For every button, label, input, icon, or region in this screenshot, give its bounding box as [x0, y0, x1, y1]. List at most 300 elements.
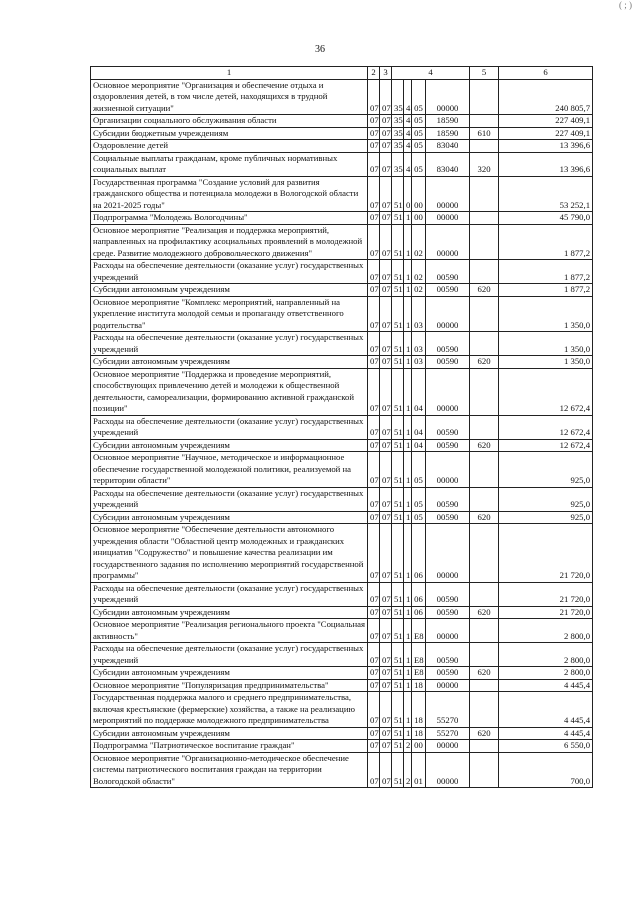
subprogram-code: 1 — [404, 727, 412, 740]
measure-code: E8 — [412, 667, 426, 680]
expense-type-code — [470, 524, 499, 583]
program-code: 51 — [392, 752, 404, 788]
subsection-code: 07 — [380, 332, 392, 356]
section-code: 07 — [368, 284, 380, 297]
row-name: Субсидии автономным учреждениям — [91, 727, 368, 740]
program-code: 51 — [392, 679, 404, 692]
program-code: 51 — [392, 692, 404, 728]
amount: 12 672,4 — [499, 368, 593, 415]
expense-type-code: 620 — [470, 356, 499, 369]
program-code: 51 — [392, 487, 404, 511]
row-name: Субсидии автономным учреждениям — [91, 284, 368, 297]
section-code: 07 — [368, 439, 380, 452]
direction-code: 00590 — [426, 511, 470, 524]
subsection-code: 07 — [380, 511, 392, 524]
direction-code: 55270 — [426, 692, 470, 728]
amount: 227 409,1 — [499, 127, 593, 140]
program-code: 51 — [392, 260, 404, 284]
table-row — [91, 79, 593, 115]
direction-code: 00590 — [426, 356, 470, 369]
section-code: 07 — [368, 260, 380, 284]
measure-code: 06 — [412, 606, 426, 619]
expense-type-code — [470, 582, 499, 606]
row-name: Субсидии автономным учреждениям — [91, 667, 368, 680]
measure-code: 02 — [412, 224, 426, 260]
measure-code: 05 — [412, 79, 426, 115]
section-code: 07 — [368, 127, 380, 140]
measure-code: 04 — [412, 368, 426, 415]
table-body — [91, 79, 593, 788]
section-code: 07 — [368, 692, 380, 728]
row-name: Субсидии автономным учреждениям — [91, 356, 368, 369]
subsection-code: 07 — [380, 439, 392, 452]
amount: 2 800,0 — [499, 643, 593, 667]
program-code: 51 — [392, 740, 404, 753]
amount: 227 409,1 — [499, 115, 593, 128]
measure-code: 05 — [412, 152, 426, 176]
direction-code: 00590 — [426, 487, 470, 511]
subprogram-code: 1 — [404, 511, 412, 524]
expense-type-code — [470, 176, 499, 212]
row-name: Основное мероприятие "Реализация регионального проекта "Социальная активность" — [91, 619, 368, 643]
amount: 2 800,0 — [499, 619, 593, 643]
expense-type-code: 620 — [470, 606, 499, 619]
amount: 21 720,0 — [499, 582, 593, 606]
measure-code: 18 — [412, 727, 426, 740]
subsection-code: 07 — [380, 115, 392, 128]
program-code: 51 — [392, 582, 404, 606]
amount: 925,0 — [499, 452, 593, 488]
direction-code: 00000 — [426, 452, 470, 488]
program-code: 51 — [392, 296, 404, 332]
expense-type-code: 320 — [470, 152, 499, 176]
program-code: 51 — [392, 524, 404, 583]
measure-code: 02 — [412, 260, 426, 284]
section-code: 07 — [368, 619, 380, 643]
program-code: 51 — [392, 727, 404, 740]
header-cell: 5 — [470, 67, 499, 80]
amount: 4 445,4 — [499, 692, 593, 728]
program-code: 51 — [392, 212, 404, 225]
section-code: 07 — [368, 487, 380, 511]
row-name: Расходы на обеспечение деятельности (оказание услуг) государственных учреждений — [91, 487, 368, 511]
expense-type-code — [470, 260, 499, 284]
row-name: Подпрограмма "Молодежь Вологодчины" — [91, 212, 368, 225]
expense-type-code — [470, 224, 499, 260]
measure-code: 05 — [412, 127, 426, 140]
direction-code: 00590 — [426, 439, 470, 452]
measure-code: 03 — [412, 296, 426, 332]
measure-code: 00 — [412, 740, 426, 753]
table-row — [91, 740, 593, 753]
table-row — [91, 368, 593, 415]
program-code: 51 — [392, 619, 404, 643]
direction-code: 18590 — [426, 115, 470, 128]
subprogram-code: 1 — [404, 524, 412, 583]
subsection-code: 07 — [380, 643, 392, 667]
section-code: 07 — [368, 356, 380, 369]
section-code: 07 — [368, 452, 380, 488]
measure-code: 05 — [412, 115, 426, 128]
subprogram-code: 1 — [404, 368, 412, 415]
section-code: 07 — [368, 224, 380, 260]
row-name: Государственная поддержка малого и среднего предпринимательства, включая крестьянские (фермерские) хозяйства, а также на реализацию мероприятий по поддержке молодежного предпринимательства — [91, 692, 368, 728]
header-cell: 1 — [91, 67, 368, 80]
row-name: Расходы на обеспечение деятельности (оказание услуг) государственных учреждений — [91, 260, 368, 284]
subprogram-code: 0 — [404, 176, 412, 212]
subprogram-code: 1 — [404, 439, 412, 452]
section-code: 07 — [368, 332, 380, 356]
direction-code: 00590 — [426, 643, 470, 667]
table-row — [91, 619, 593, 643]
subsection-code: 07 — [380, 212, 392, 225]
subsection-code: 07 — [380, 679, 392, 692]
expense-type-code — [470, 415, 499, 439]
section-code: 07 — [368, 140, 380, 153]
section-code: 07 — [368, 415, 380, 439]
program-code: 51 — [392, 415, 404, 439]
expense-type-code — [470, 332, 499, 356]
row-name: Основное мероприятие "Комплекс мероприятий, направленный на укрепление института молодой семьи и пропаганду ответственного родительства" — [91, 296, 368, 332]
row-name: Подпрограмма "Патриотическое воспитание граждан" — [91, 740, 368, 753]
row-name: Субсидии бюджетным учреждениям — [91, 127, 368, 140]
expense-type-code — [470, 740, 499, 753]
amount: 1 350,0 — [499, 296, 593, 332]
program-code: 51 — [392, 176, 404, 212]
subprogram-code: 1 — [404, 692, 412, 728]
section-code: 07 — [368, 79, 380, 115]
table-row — [91, 127, 593, 140]
table-row — [91, 487, 593, 511]
table-row — [91, 606, 593, 619]
expense-type-code — [470, 140, 499, 153]
program-code: 51 — [392, 284, 404, 297]
measure-code: 05 — [412, 487, 426, 511]
program-code: 35 — [392, 115, 404, 128]
amount: 2 800,0 — [499, 667, 593, 680]
direction-code: 83040 — [426, 140, 470, 153]
table-row — [91, 582, 593, 606]
measure-code: 04 — [412, 415, 426, 439]
table-row — [91, 176, 593, 212]
direction-code: 00000 — [426, 212, 470, 225]
row-name: Расходы на обеспечение деятельности (оказание услуг) государственных учреждений — [91, 332, 368, 356]
section-code: 07 — [368, 752, 380, 788]
subsection-code: 07 — [380, 296, 392, 332]
amount: 1 877,2 — [499, 260, 593, 284]
measure-code: 05 — [412, 511, 426, 524]
section-code: 07 — [368, 740, 380, 753]
direction-code: 00000 — [426, 679, 470, 692]
subprogram-code: 1 — [404, 212, 412, 225]
program-code: 35 — [392, 79, 404, 115]
row-name: Расходы на обеспечение деятельности (оказание услуг) государственных учреждений — [91, 643, 368, 667]
table-row — [91, 752, 593, 788]
direction-code: 00000 — [426, 224, 470, 260]
expense-type-code — [470, 296, 499, 332]
table-row — [91, 224, 593, 260]
amount: 6 550,0 — [499, 740, 593, 753]
program-code: 51 — [392, 439, 404, 452]
table-row — [91, 415, 593, 439]
expense-type-code — [470, 212, 499, 225]
table-row — [91, 212, 593, 225]
direction-code: 00590 — [426, 332, 470, 356]
row-name: Основное мероприятие "Организационно-методическое обеспечение системы патриотического воспитания граждан на территории Вологодской области" — [91, 752, 368, 788]
subsection-code: 07 — [380, 487, 392, 511]
section-code: 07 — [368, 212, 380, 225]
subprogram-code: 1 — [404, 619, 412, 643]
direction-code: 00590 — [426, 582, 470, 606]
measure-code: 05 — [412, 140, 426, 153]
subsection-code: 07 — [380, 368, 392, 415]
subprogram-code: 2 — [404, 740, 412, 753]
subprogram-code: 4 — [404, 127, 412, 140]
row-name: Субсидии автономным учреждениям — [91, 439, 368, 452]
table-row — [91, 332, 593, 356]
subsection-code: 07 — [380, 740, 392, 753]
direction-code: 00590 — [426, 415, 470, 439]
amount: 1 350,0 — [499, 332, 593, 356]
amount: 925,0 — [499, 487, 593, 511]
header-cell: 4 — [392, 67, 470, 80]
section-code: 07 — [368, 643, 380, 667]
table-row — [91, 679, 593, 692]
row-name: Социальные выплаты гражданам, кроме публичных нормативных социальных выплат — [91, 152, 368, 176]
amount: 4 445,4 — [499, 727, 593, 740]
table-row — [91, 727, 593, 740]
measure-code: E8 — [412, 619, 426, 643]
subsection-code: 07 — [380, 176, 392, 212]
expense-type-code: 620 — [470, 439, 499, 452]
subsection-code: 07 — [380, 692, 392, 728]
table-row — [91, 643, 593, 667]
subprogram-code: 2 — [404, 752, 412, 788]
expense-type-code — [470, 487, 499, 511]
measure-code: 03 — [412, 332, 426, 356]
page-number: 36 — [315, 44, 325, 55]
measure-code: 04 — [412, 439, 426, 452]
section-code: 07 — [368, 152, 380, 176]
subsection-code: 07 — [380, 356, 392, 369]
subsection-code: 07 — [380, 582, 392, 606]
amount: 925,0 — [499, 511, 593, 524]
direction-code: 00000 — [426, 79, 470, 115]
direction-code: 00590 — [426, 606, 470, 619]
measure-code: 01 — [412, 752, 426, 788]
direction-code: 00000 — [426, 740, 470, 753]
program-code: 35 — [392, 140, 404, 153]
amount: 53 252,1 — [499, 176, 593, 212]
header-cell: 3 — [380, 67, 392, 80]
section-code: 07 — [368, 511, 380, 524]
section-code: 07 — [368, 524, 380, 583]
subprogram-code: 4 — [404, 79, 412, 115]
subprogram-code: 1 — [404, 224, 412, 260]
table-row — [91, 260, 593, 284]
row-name: Расходы на обеспечение деятельности (оказание услуг) государственных учреждений — [91, 582, 368, 606]
measure-code: 06 — [412, 582, 426, 606]
subprogram-code: 1 — [404, 260, 412, 284]
subprogram-code: 1 — [404, 284, 412, 297]
subprogram-code: 4 — [404, 140, 412, 153]
direction-code: 18590 — [426, 127, 470, 140]
direction-code: 55270 — [426, 727, 470, 740]
section-code: 07 — [368, 606, 380, 619]
measure-code: 00 — [412, 212, 426, 225]
program-code: 51 — [392, 356, 404, 369]
subprogram-code: 1 — [404, 452, 412, 488]
row-name: Основное мероприятие "Обеспечение деятельности автономного учреждения области "Областной центр молодежных и гражданских инициатив "Содружество" и повышение качества реализации им государственного задания по исполнению мероприятий государственной программы" — [91, 524, 368, 583]
direction-code: 00000 — [426, 296, 470, 332]
measure-code: 03 — [412, 356, 426, 369]
program-code: 51 — [392, 224, 404, 260]
amount: 21 720,0 — [499, 524, 593, 583]
table-row — [91, 452, 593, 488]
subprogram-code: 1 — [404, 582, 412, 606]
measure-code: E8 — [412, 643, 426, 667]
header-cell: 6 — [499, 67, 593, 80]
program-code: 51 — [392, 606, 404, 619]
program-code: 51 — [392, 643, 404, 667]
subsection-code: 07 — [380, 524, 392, 583]
expense-type-code: 620 — [470, 667, 499, 680]
direction-code: 00000 — [426, 524, 470, 583]
section-code: 07 — [368, 727, 380, 740]
expense-type-code — [470, 692, 499, 728]
measure-code: 05 — [412, 452, 426, 488]
section-code: 07 — [368, 679, 380, 692]
program-code: 51 — [392, 368, 404, 415]
amount: 21 720,0 — [499, 606, 593, 619]
row-name: Организации социального обслуживания области — [91, 115, 368, 128]
direction-code: 00590 — [426, 667, 470, 680]
table-row — [91, 115, 593, 128]
subprogram-code: 1 — [404, 296, 412, 332]
direction-code: 00000 — [426, 176, 470, 212]
subprogram-code: 1 — [404, 606, 412, 619]
header-row — [91, 67, 593, 80]
subsection-code: 07 — [380, 260, 392, 284]
row-name: Основное мероприятие "Реализация и поддержка мероприятий, направленных на профилактику асоциальных проявлений в молодежной среде. Развитие молодежного добровольческого движения" — [91, 224, 368, 260]
expense-type-code — [470, 752, 499, 788]
direction-code: 00000 — [426, 752, 470, 788]
amount: 1 877,2 — [499, 284, 593, 297]
direction-code: 00000 — [426, 368, 470, 415]
table-row — [91, 511, 593, 524]
direction-code: 00590 — [426, 284, 470, 297]
subprogram-code: 1 — [404, 356, 412, 369]
subsection-code: 07 — [380, 79, 392, 115]
table-row — [91, 439, 593, 452]
subprogram-code: 4 — [404, 115, 412, 128]
direction-code: 83040 — [426, 152, 470, 176]
subsection-code: 07 — [380, 152, 392, 176]
row-name: Субсидии автономным учреждениям — [91, 606, 368, 619]
section-code: 07 — [368, 115, 380, 128]
measure-code: 02 — [412, 284, 426, 297]
amount: 45 790,0 — [499, 212, 593, 225]
row-name: Государственная программа "Создание условий для развития гражданского общества и потенциала молодежи в Вологодской области на 2021-2025 годы" — [91, 176, 368, 212]
program-code: 51 — [392, 667, 404, 680]
expense-type-code — [470, 79, 499, 115]
expense-type-code: 620 — [470, 511, 499, 524]
table-row — [91, 296, 593, 332]
expense-type-code — [470, 115, 499, 128]
section-code: 07 — [368, 667, 380, 680]
subsection-code: 07 — [380, 619, 392, 643]
subprogram-code: 1 — [404, 679, 412, 692]
table-row — [91, 667, 593, 680]
amount: 12 672,4 — [499, 439, 593, 452]
direction-code: 00590 — [426, 260, 470, 284]
program-code: 35 — [392, 152, 404, 176]
program-code: 51 — [392, 332, 404, 356]
row-name: Основное мероприятие "Популяризация предпринимательства" — [91, 679, 368, 692]
amount: 240 805,7 — [499, 79, 593, 115]
corner-mark: ( ; ) — [619, 0, 632, 10]
subprogram-code: 1 — [404, 332, 412, 356]
subsection-code: 07 — [380, 452, 392, 488]
subprogram-code: 1 — [404, 487, 412, 511]
table-row — [91, 356, 593, 369]
table-row — [91, 692, 593, 728]
measure-code: 00 — [412, 176, 426, 212]
subsection-code: 07 — [380, 127, 392, 140]
subsection-code: 07 — [380, 415, 392, 439]
expense-type-code — [470, 619, 499, 643]
table-row — [91, 524, 593, 583]
subsection-code: 07 — [380, 727, 392, 740]
subsection-code: 07 — [380, 284, 392, 297]
table-row — [91, 152, 593, 176]
amount: 4 445,4 — [499, 679, 593, 692]
expense-type-code: 610 — [470, 127, 499, 140]
section-code: 07 — [368, 296, 380, 332]
subprogram-code: 1 — [404, 643, 412, 667]
subprogram-code: 1 — [404, 415, 412, 439]
expense-type-code: 620 — [470, 284, 499, 297]
budget-table — [90, 66, 593, 788]
row-name: Основное мероприятие "Организация и обеспечение отдыха и оздоровления детей, в том числе детей, находящихся в трудной жизненной ситуации" — [91, 79, 368, 115]
measure-code: 18 — [412, 679, 426, 692]
amount: 1 350,0 — [499, 356, 593, 369]
row-name: Расходы на обеспечение деятельности (оказание услуг) государственных учреждений — [91, 415, 368, 439]
expense-type-code: 620 — [470, 727, 499, 740]
subsection-code: 07 — [380, 606, 392, 619]
table-row — [91, 284, 593, 297]
amount: 1 877,2 — [499, 224, 593, 260]
amount: 13 396,6 — [499, 140, 593, 153]
subsection-code: 07 — [380, 752, 392, 788]
row-name: Субсидии автономным учреждениям — [91, 511, 368, 524]
row-name: Основное мероприятие "Поддержка и проведение мероприятий, способствующих привлечению детей и молодежи к общественной деятельности, самореализации, формированию активной гражданской позиции" — [91, 368, 368, 415]
row-name: Основное мероприятие "Научное, методическое и информационное обеспечение государственной молодежной политики, реализуемой на территории области" — [91, 452, 368, 488]
subprogram-code: 1 — [404, 667, 412, 680]
section-code: 07 — [368, 368, 380, 415]
subprogram-code: 4 — [404, 152, 412, 176]
expense-type-code — [470, 452, 499, 488]
header-cell: 2 — [368, 67, 380, 80]
section-code: 07 — [368, 176, 380, 212]
program-code: 51 — [392, 452, 404, 488]
row-name: Оздоровление детей — [91, 140, 368, 153]
measure-code: 06 — [412, 524, 426, 583]
measure-code: 18 — [412, 692, 426, 728]
expense-type-code — [470, 679, 499, 692]
table-row — [91, 140, 593, 153]
program-code: 35 — [392, 127, 404, 140]
